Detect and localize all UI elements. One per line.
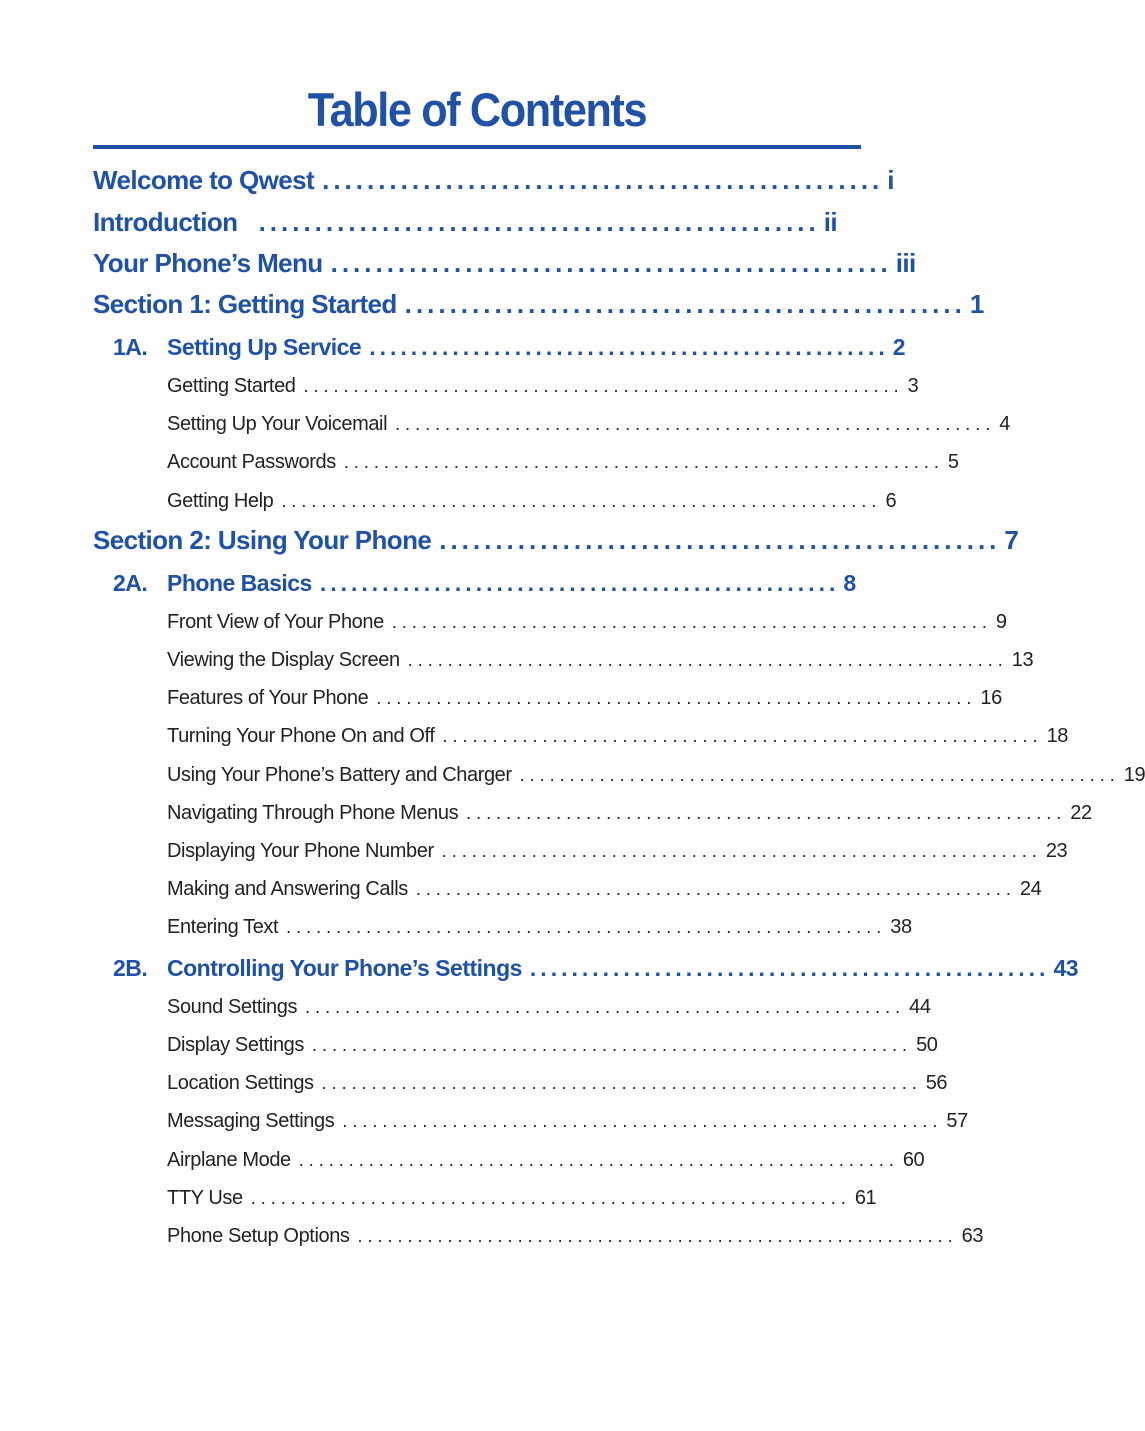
toc-entry-battery[interactable] (167, 764, 1145, 792)
dot-leader: .................................................. (322, 165, 884, 195)
toc-entry-phone-number[interactable] (167, 840, 1068, 868)
toc-entry-account-passwords[interactable] (167, 451, 959, 479)
dot-leader: ............................................................ (343, 452, 944, 472)
toc-entry-on-off[interactable] (167, 725, 1069, 753)
toc-entry-number: 1A. (113, 334, 148, 360)
toc-entry-airplane-mode[interactable] (167, 1149, 925, 1177)
toc-entry-voicemail[interactable] (167, 413, 1010, 441)
toc-entry-page: 1 (969, 289, 984, 319)
toc-entry-2b[interactable] (113, 955, 1079, 985)
toc-entry-page: 43 (1053, 955, 1079, 981)
toc-entry-features[interactable] (167, 687, 1002, 715)
toc-entry-number: 2B. (113, 955, 148, 981)
toc-entry-label: Getting Started (167, 375, 296, 397)
dot-leader: ............................................................ (376, 688, 977, 708)
toc-entry-page: 56 (925, 1072, 948, 1094)
toc-entry-label: Phone Setup Options (167, 1225, 350, 1247)
toc-entry-label: Phone Basics (167, 570, 312, 596)
page-title: Table of Contents (307, 83, 647, 136)
dot-leader: ............................................................ (312, 1035, 913, 1055)
dot-leader: ............................................................ (407, 650, 1008, 670)
toc-entry-location-settings[interactable] (167, 1072, 948, 1100)
toc-entry-page: 63 (961, 1225, 984, 1247)
toc-entry-page: 23 (1045, 840, 1068, 862)
toc-entry-page: 16 (980, 687, 1002, 709)
toc-entry-display-screen[interactable] (167, 649, 1034, 677)
toc-entry-welcome[interactable] (93, 165, 894, 199)
toc-entry-label: Viewing the Display Screen (167, 649, 400, 671)
dot-leader: ............................................................ (303, 376, 904, 396)
dot-leader: ............................................................ (357, 1226, 958, 1246)
toc-entry-label: Section 2: Using Your Phone (93, 525, 432, 555)
toc-entry-phone-menu[interactable] (93, 248, 916, 282)
toc-entry-label: Getting Help (167, 490, 274, 512)
toc-entry-label: Your Phone’s Menu (93, 248, 323, 278)
toc-entry-label: Using Your Phone’s Battery and Charger (167, 764, 512, 786)
toc-entry-label: Turning Your Phone On and Off (167, 725, 435, 747)
toc-entry-page: 60 (902, 1149, 925, 1171)
toc-entry-page: 6 (885, 490, 897, 512)
toc-entry-page: 22 (1070, 802, 1092, 824)
toc-entry-label: Section 1: Getting Started (93, 289, 397, 319)
dot-leader: ............................................................ (415, 879, 1016, 899)
toc-entry-label: Airplane Mode (167, 1149, 291, 1171)
toc-entry-page: 57 (946, 1110, 968, 1132)
toc-entry-label: Introduction (93, 207, 238, 237)
toc-entry-number: 2A. (113, 570, 148, 596)
toc-entry-tty-use[interactable] (167, 1187, 877, 1215)
toc-entry-page: 19 (1123, 764, 1145, 786)
toc-entry-label: Setting Up Service (167, 334, 362, 360)
toc-entry-label: Sound Settings (167, 996, 298, 1018)
dot-leader: ............................................................ (391, 612, 992, 632)
dot-leader: ............................................................ (519, 765, 1120, 785)
toc-entry-label: Location Settings (167, 1072, 314, 1094)
toc-entry-page: 8 (843, 570, 856, 596)
toc-entry-1a[interactable] (113, 334, 906, 364)
toc-entry-page: 7 (1004, 525, 1019, 555)
toc-entry-label: Displaying Your Phone Number (167, 840, 434, 862)
dot-leader: ............................................................ (281, 491, 882, 511)
dot-leader: ............................................................ (286, 917, 887, 937)
toc-entry-page: 9 (995, 611, 1007, 633)
dot-leader: .................................................. (529, 955, 1050, 981)
toc-entry-page: 44 (909, 996, 931, 1018)
dot-leader: .................................................. (319, 570, 840, 596)
toc-entry-page: i (887, 165, 894, 195)
dot-leader: ............................................................ (250, 1188, 851, 1208)
dot-leader: ............................................................ (321, 1073, 922, 1093)
dot-leader: ............................................................ (342, 1111, 943, 1131)
dot-leader: ............................................................ (466, 803, 1067, 823)
toc-entry-page: 3 (907, 375, 919, 397)
toc-entry-label: TTY Use (167, 1187, 243, 1209)
toc-entry-phone-setup-options[interactable] (167, 1225, 984, 1253)
title-underline (93, 145, 861, 149)
dot-leader: .................................................. (258, 207, 820, 237)
toc-entry-page: 18 (1046, 725, 1069, 747)
toc-entry-section-1[interactable] (93, 289, 984, 323)
dot-leader: .................................................. (330, 248, 892, 278)
toc-entry-getting-started[interactable] (167, 375, 919, 403)
toc-entry-page: iii (895, 248, 916, 278)
toc-entry-section-2[interactable] (93, 525, 1019, 559)
toc-entry-label: Making and Answering Calls (167, 878, 408, 900)
toc-entry-label: Account Passwords (167, 451, 336, 473)
toc-entry-page: 4 (999, 413, 1010, 435)
dot-leader: ............................................................ (395, 414, 996, 434)
toc-entry-label: Display Settings (167, 1034, 304, 1056)
toc-entry-label: Controlling Your Phone’s Settings (167, 955, 522, 981)
toc-entry-label: Setting Up Your Voicemail (167, 413, 388, 435)
toc-entry-label: Entering Text (167, 916, 279, 938)
toc-entry-label: Features of Your Phone (167, 687, 369, 709)
toc-entry-getting-help[interactable] (167, 490, 897, 518)
dot-leader: .................................................. (369, 334, 889, 360)
toc-entry-navigating-menus[interactable] (167, 802, 1092, 830)
toc-entry-entering-text[interactable] (167, 916, 912, 944)
toc-entry-page: 2 (892, 334, 906, 360)
toc-entry-label: Navigating Through Phone Menus (167, 802, 459, 824)
dot-leader: .................................................. (439, 525, 1001, 555)
toc-entry-page: 38 (890, 916, 912, 938)
toc-entry-calls[interactable] (167, 878, 1042, 906)
toc-entry-introduction[interactable] (93, 207, 837, 241)
toc-entry-label: Welcome to Qwest (93, 165, 315, 195)
toc-entry-page: 5 (947, 451, 959, 473)
toc-entry-page: 13 (1011, 649, 1034, 671)
toc-entry-sound-settings[interactable] (167, 996, 931, 1024)
toc-entry-label: Front View of Your Phone (167, 611, 384, 633)
toc-entry-label: Messaging Settings (167, 1110, 335, 1132)
toc-entry-front-view[interactable] (167, 611, 1007, 639)
dot-leader: ............................................................ (298, 1150, 899, 1170)
dot-leader: .................................................. (404, 289, 966, 319)
toc-entry-page: 24 (1019, 878, 1042, 900)
toc-entry-2a[interactable] (113, 570, 856, 600)
dot-leader: ............................................................ (441, 841, 1042, 861)
toc-entry-display-settings[interactable] (167, 1034, 938, 1062)
toc-entry-page: ii (823, 207, 837, 237)
toc-entry-page: 61 (854, 1187, 877, 1209)
toc-entry-page: 50 (916, 1034, 938, 1056)
toc-entry-messaging-settings[interactable] (167, 1110, 968, 1138)
dot-leader: ............................................................ (305, 997, 906, 1017)
dot-leader: ............................................................ (442, 726, 1043, 746)
